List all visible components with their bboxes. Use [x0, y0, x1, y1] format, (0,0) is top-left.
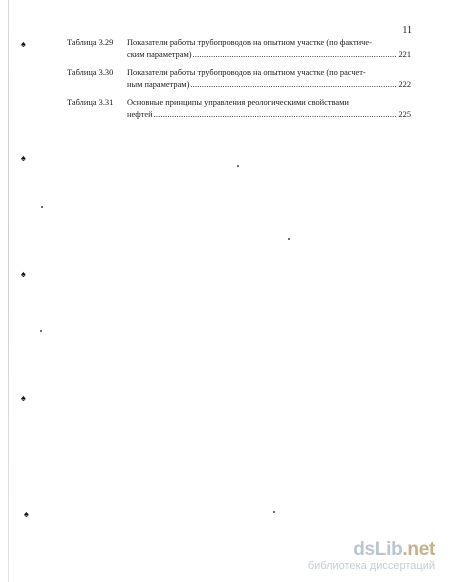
- leader-dots: [154, 109, 398, 121]
- watermark-logo: dsLib.net: [353, 539, 435, 560]
- table-of-contents: [67, 37, 411, 127]
- toc-entry-page: 221: [398, 50, 411, 59]
- scan-speck: [288, 238, 290, 240]
- toc-entry-table-3-29: [67, 37, 411, 61]
- toc-entry-label: Таблица 3.30: [67, 68, 114, 77]
- toc-entry-title-line: Показатели работы трубопроводов на опытном участке (по фактиче-: [127, 38, 372, 47]
- toc-entry-title-line: Показатели работы трубопроводов на опытном участке (по расчет-: [127, 68, 366, 77]
- scan-edge-line: [8, 0, 9, 582]
- scan-artifact-mark: ♠: [21, 153, 26, 163]
- page-number: 11: [402, 25, 412, 36]
- scan-artifact-mark: ♠: [21, 269, 26, 279]
- toc-entry-table-3-30: [67, 67, 411, 91]
- toc-entry-label: Таблица 3.29: [67, 38, 114, 47]
- scan-speck: [237, 165, 239, 167]
- watermark-subtitle: библиотека диссертаций: [307, 560, 435, 572]
- scan-artifact-mark: ♠: [21, 39, 26, 49]
- toc-entry-table-3-31: [67, 97, 411, 121]
- scan-speck: [40, 330, 42, 332]
- leader-dots: [193, 49, 398, 61]
- toc-entry-title-line: ским параметрам): [127, 50, 192, 59]
- scan-speck: [273, 511, 275, 513]
- toc-entry-page: 222: [398, 80, 411, 89]
- scan-artifact-mark: ♠: [24, 509, 29, 519]
- toc-entry-label: Таблица 3.31: [67, 98, 114, 107]
- toc-entry-title-line: нефтей: [127, 110, 153, 119]
- watermark: [308, 540, 435, 572]
- leader-dots: [190, 79, 397, 91]
- toc-entry-title-line: Основные принципы управления реологическими свойствами: [127, 98, 349, 107]
- scan-artifact-mark: ♠: [21, 393, 26, 403]
- toc-entry-title-line: ным параметрам): [127, 80, 190, 89]
- toc-entry-page: 225: [398, 110, 411, 119]
- scan-speck: [41, 206, 43, 208]
